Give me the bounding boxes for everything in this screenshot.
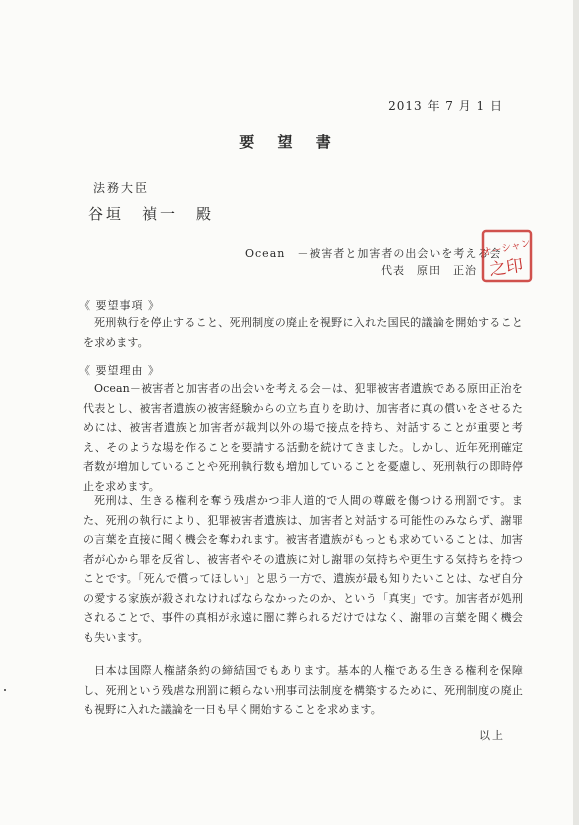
section-heading-request: 《 要望事項 》: [79, 299, 160, 312]
section-heading-reasons: 《 要望理由 》: [79, 364, 160, 377]
reason-paragraph-1: Ocean－被害者と加害者の出会いを考える会－は、犯罪被害者遺族である原田正治を代表とし、被害者遺族の被害経験からの立ち直りを助け、加害者に真の償いをさせるためには、被害者遺族と加害者が裁判以外の場で接点を持ち、対話することが重要と考え、そのような場を作ることを要請する活動を続けてきました。しかし、近年死刑確定者数が増加していることや死刑執行数も増加していることを憂慮し、死刑執行の即時停止を求めます。: [83, 382, 523, 493]
sender-representative: 代表 原田 正治: [381, 264, 477, 277]
svg-text:之印: 之印: [488, 255, 525, 281]
document-title: 要 望 書: [239, 133, 340, 151]
sender-organization: Ocean －被害者と加害者の出会いを考える会: [245, 247, 502, 260]
addressee-title: 法務大臣: [93, 181, 150, 195]
svg-text:オーシャン: オーシャン: [481, 238, 532, 260]
document-date: 2013 年 7 月 1 日: [388, 99, 503, 113]
seal-stamp-icon: [478, 227, 536, 285]
reason-paragraph-2: 死刑は、生きる権利を奪う残虐かつ非人道的で人間の尊厳を傷つける刑罰です。また、死刑の執行により、犯罪被害者遺族は、加害者と対話する可能性のみならず、謝罪の言葉を直接に聞く機会を奪われます。被害者遺族がもっとも求めていることは、加害者が心から罪を反省し、被害者やその遺族に対し謝罪の気持ちや更生する気持ちを持つことです。「死んで償ってほしい」と思う一方で、遺族が最も知りたいことは、なぜ自分の愛する家族が殺されなければならなかったのか、という「真実」です。加害者が処刑されることで、事件の真相が永遠に闇に葬られるだけではなく、謝罪の言葉を聞く機会も失います。: [83, 494, 523, 644]
request-paragraph: 死刑執行を停止すること、死刑制度の廃止を視野に入れた国民的議論を開始することを求めます。: [83, 316, 523, 349]
scan-edge: [573, 0, 579, 825]
closing-mark: 以上: [479, 729, 505, 742]
addressee-name: 谷垣 禎一 殿: [88, 205, 215, 223]
reason-paragraph-3: 日本は国際人権諸条約の締結国でもあります。基本的人権である生きる権利を保障し、死刑という残虐な刑罰に頼らない刑事司法制度を構築するために、死刑制度の廃止も視野に入れた議論を一日も早く開始することを求めます。: [83, 664, 523, 716]
scan-speck: [4, 689, 6, 691]
